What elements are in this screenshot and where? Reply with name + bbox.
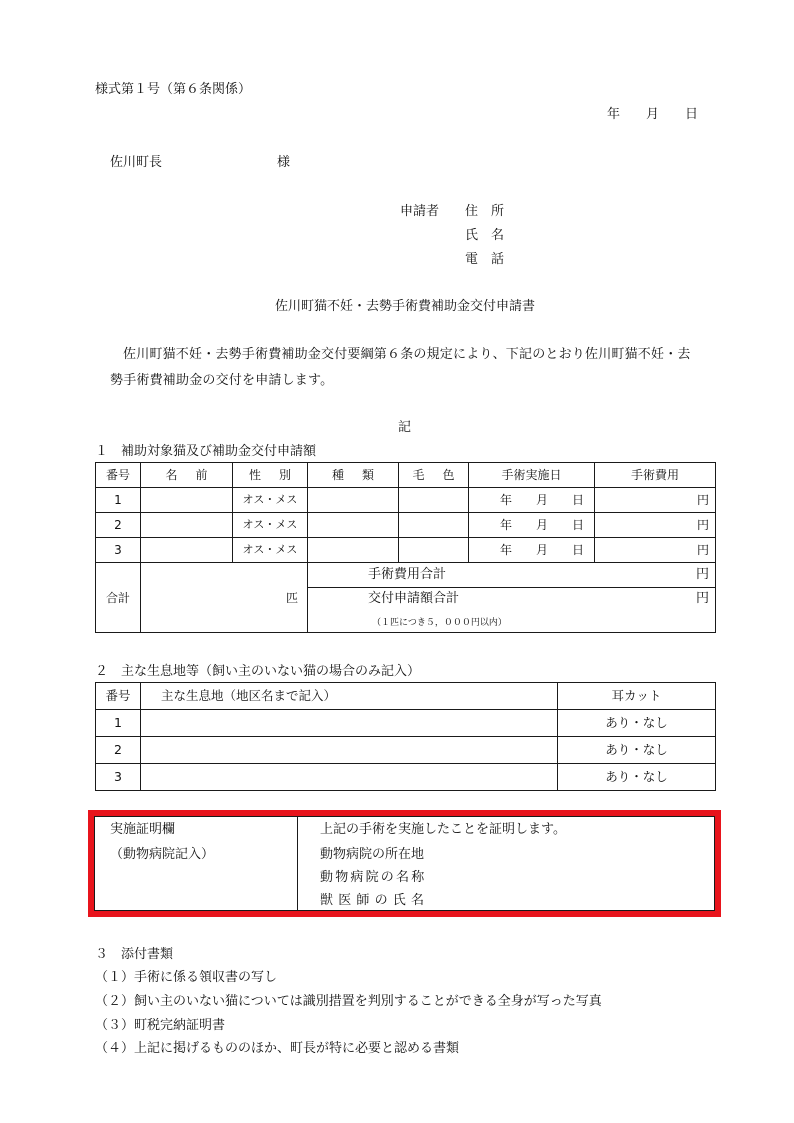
row-number: 3 [96, 538, 141, 563]
row-number: 2 [96, 513, 141, 538]
ear-cut-choice: あり・なし [558, 710, 716, 737]
table-row [96, 513, 716, 538]
habitat-table [95, 682, 716, 791]
column-header-coat-color: 毛 色 [399, 463, 469, 488]
applicant-address-label: 住 所 [465, 204, 505, 219]
section1-heading: １ 補助対象猫及び補助金交付申請額 [95, 444, 317, 459]
surgery-total-cell [308, 563, 716, 588]
body-text-line: 佐川町猫不妊・去勢手術費補助金交付要綱第６条の規定により、下記のとおり佐川町猫不妊・去 [123, 347, 691, 362]
sex-choice: オス・メス [233, 488, 308, 513]
surgery-date-cell: 年 月 日 [469, 513, 595, 538]
grant-total-line [308, 592, 715, 606]
attachment-item: （４）上記に掲げるもののほか、町長が特に必要と認める書類 [95, 1041, 460, 1056]
certification-sublabel: （動物病院記入） [110, 847, 215, 862]
document-title: 佐川町猫不妊・去勢手術費補助金交付申請書 [275, 299, 536, 314]
certification-table [94, 816, 715, 911]
coat-color-cell [399, 488, 469, 513]
total-count-unit: 匹 [141, 563, 308, 633]
column-header-surgery-date: 手術実施日 [469, 463, 595, 488]
coat-color-cell [399, 513, 469, 538]
sex-choice: オス・メス [233, 513, 308, 538]
cat-name-cell [141, 538, 233, 563]
grant-total-unit: 円 [695, 590, 709, 606]
certification-statement: 上記の手術を実施したことを証明します。 [320, 822, 566, 837]
table-row [96, 737, 716, 764]
surgery-date-cell: 年 月 日 [469, 538, 595, 563]
surgery-date-cell: 年 月 日 [469, 488, 595, 513]
column-header-breed: 種 類 [308, 463, 399, 488]
column-header-sex: 性 別 [233, 463, 308, 488]
grant-limit-note: （１匹につき５，０００円以内） [372, 617, 507, 628]
surgery-total-line [308, 568, 715, 582]
cat-subsidy-table [95, 462, 716, 633]
column-header-surgery-cost: 手術費用 [595, 463, 716, 488]
ki-mark: 記 [398, 420, 412, 435]
total-row [96, 563, 716, 588]
column-header-habitat: 主な生息地（地区名まで記入） [141, 683, 558, 710]
applicant-phone-label: 電 話 [465, 252, 505, 267]
certification-box [88, 810, 721, 917]
body-text-line: 勢手術費補助金の交付を申請します。 [110, 373, 334, 388]
row-number: 1 [96, 488, 141, 513]
clinic-address-label: 動物病院の所在地 [320, 847, 425, 862]
row-number: 2 [96, 737, 141, 764]
table-row [96, 538, 716, 563]
surgery-cost-cell: 円 [595, 538, 716, 563]
section3-heading: ３ 添付書類 [95, 947, 174, 962]
table-header-row [96, 683, 716, 710]
certification-label: 実施証明欄 [110, 822, 176, 837]
table-row [96, 710, 716, 737]
attachment-item: （３）町税完納証明書 [95, 1018, 226, 1033]
ear-cut-choice: あり・なし [558, 764, 716, 791]
breed-cell [308, 513, 399, 538]
surgery-cost-cell: 円 [595, 488, 716, 513]
date-line: 年 月 日 [607, 107, 699, 122]
certification-divider [297, 817, 298, 910]
row-number: 3 [96, 764, 141, 791]
table-row [96, 488, 716, 513]
cat-name-cell [141, 513, 233, 538]
column-header-number: 番号 [96, 463, 141, 488]
applicant-name-label: 氏 名 [465, 228, 505, 243]
section2-heading: ２ 主な生息地等（飼い主のいない猫の場合のみ記入） [95, 664, 421, 679]
table-row [96, 764, 716, 791]
surgery-cost-cell: 円 [595, 513, 716, 538]
applicant-label: 申請者 [400, 204, 440, 219]
habitat-cell [141, 710, 558, 737]
surgery-total-unit: 円 [695, 567, 709, 582]
grant-total-label: 交付申請額合計 [368, 590, 460, 606]
addressee-honorific: 様 [277, 155, 291, 170]
addressee-name: 佐川町長 [110, 155, 163, 170]
breed-cell [308, 488, 399, 513]
table-header-row [96, 463, 716, 488]
column-header-number: 番号 [96, 683, 141, 710]
cat-name-cell [141, 488, 233, 513]
habitat-cell [141, 764, 558, 791]
total-label: 合計 [96, 563, 141, 633]
ear-cut-choice: あり・なし [558, 737, 716, 764]
sex-choice: オス・メス [233, 538, 308, 563]
breed-cell [308, 538, 399, 563]
form-number: 様式第１号（第６条関係） [95, 82, 252, 97]
grant-total-cell [308, 588, 716, 633]
habitat-cell [141, 737, 558, 764]
column-header-ear-cut: 耳カット [558, 683, 716, 710]
column-header-name: 名 前 [141, 463, 233, 488]
coat-color-cell [399, 538, 469, 563]
attachment-item: （２）飼い主のいない猫については識別措置を判別することができる全身が写った写真 [95, 994, 602, 1009]
attachment-item: （１）手術に係る領収書の写し [95, 970, 278, 985]
surgery-total-label: 手術費用合計 [368, 567, 447, 582]
row-number: 1 [96, 710, 141, 737]
clinic-name-label: 動物病院の名称 [320, 870, 427, 885]
veterinarian-name-label: 獣医師の氏名 [320, 893, 430, 908]
